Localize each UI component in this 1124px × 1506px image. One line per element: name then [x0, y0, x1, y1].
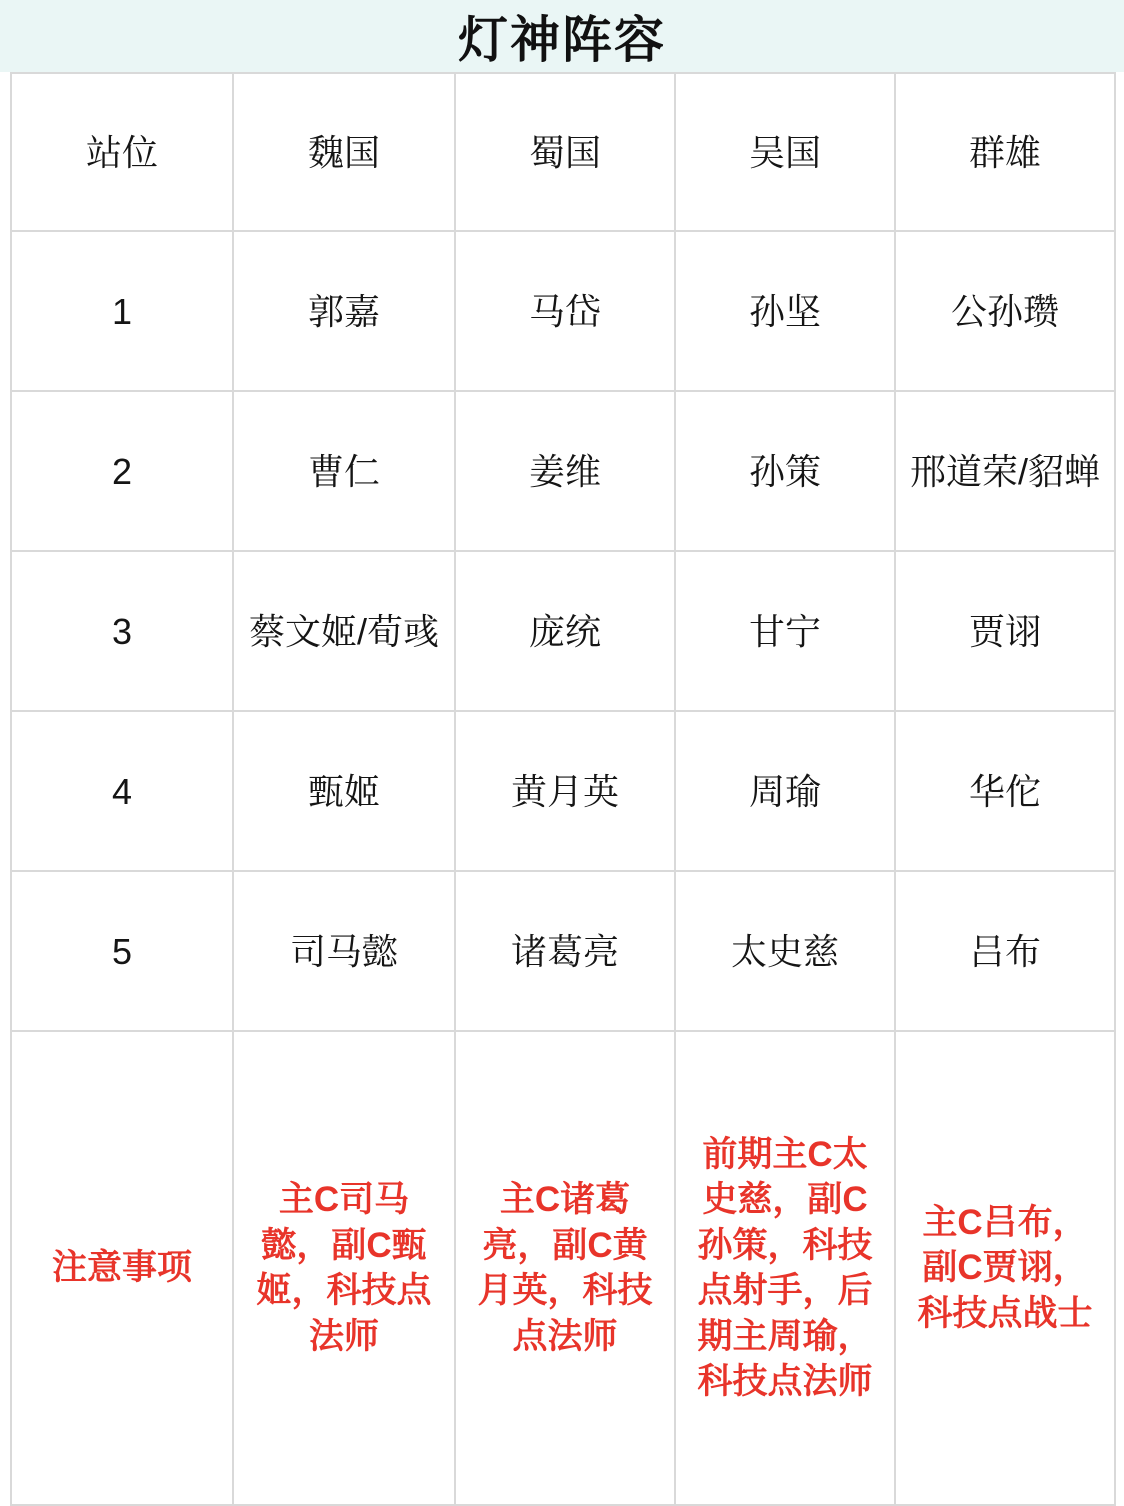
cell-position: 5	[11, 871, 233, 1031]
title-bar	[0, 0, 1124, 72]
notes-wu: 前期主C太史慈，副C孙策，科技点射手，后期主周瑜，科技点法师	[675, 1031, 895, 1505]
cell-wu: 孙坚	[675, 231, 895, 391]
table-row	[11, 391, 1115, 551]
cell-wei: 甄姬	[233, 711, 455, 871]
cell-shu: 黄月英	[455, 711, 675, 871]
cell-wu: 周瑜	[675, 711, 895, 871]
cell-qun: 公孙瓒	[895, 231, 1115, 391]
cell-shu: 姜维	[455, 391, 675, 551]
cell-position: 4	[11, 711, 233, 871]
column-header-wu: 吴国	[675, 73, 895, 231]
table-row	[11, 551, 1115, 711]
cell-shu: 庞统	[455, 551, 675, 711]
cell-qun: 华佗	[895, 711, 1115, 871]
cell-shu: 马岱	[455, 231, 675, 391]
table-row	[11, 871, 1115, 1031]
column-header-qun: 群雄	[895, 73, 1115, 231]
table-row	[11, 231, 1115, 391]
notes-shu: 主C诸葛亮，副C黄月英，科技点法师	[455, 1031, 675, 1505]
cell-shu: 诸葛亮	[455, 871, 675, 1031]
notes-qun: 主C吕布，副C贾诩，科技点战士	[895, 1031, 1115, 1505]
cell-wei: 蔡文姬/荀彧	[233, 551, 455, 711]
column-header-wei: 魏国	[233, 73, 455, 231]
cell-position: 3	[11, 551, 233, 711]
notes-row	[11, 1031, 1115, 1505]
cell-wei: 司马懿	[233, 871, 455, 1031]
cell-position: 1	[11, 231, 233, 391]
lineup-table	[10, 72, 1116, 1506]
cell-wei: 曹仁	[233, 391, 455, 551]
cell-wu: 太史慈	[675, 871, 895, 1031]
cell-position: 2	[11, 391, 233, 551]
cell-wei: 郭嘉	[233, 231, 455, 391]
table-header-row	[11, 73, 1115, 231]
notes-label: 注意事项	[11, 1031, 233, 1505]
cell-wu: 甘宁	[675, 551, 895, 711]
table-row	[11, 711, 1115, 871]
cell-wu: 孙策	[675, 391, 895, 551]
notes-wei: 主C司马懿，副C甄姬，科技点法师	[233, 1031, 455, 1505]
cell-qun: 邢道荣/貂蝉	[895, 391, 1115, 551]
page-title: 灯神阵容	[458, 12, 666, 68]
column-header-position: 站位	[11, 73, 233, 231]
cell-qun: 贾诩	[895, 551, 1115, 711]
cell-qun: 吕布	[895, 871, 1115, 1031]
column-header-shu: 蜀国	[455, 73, 675, 231]
